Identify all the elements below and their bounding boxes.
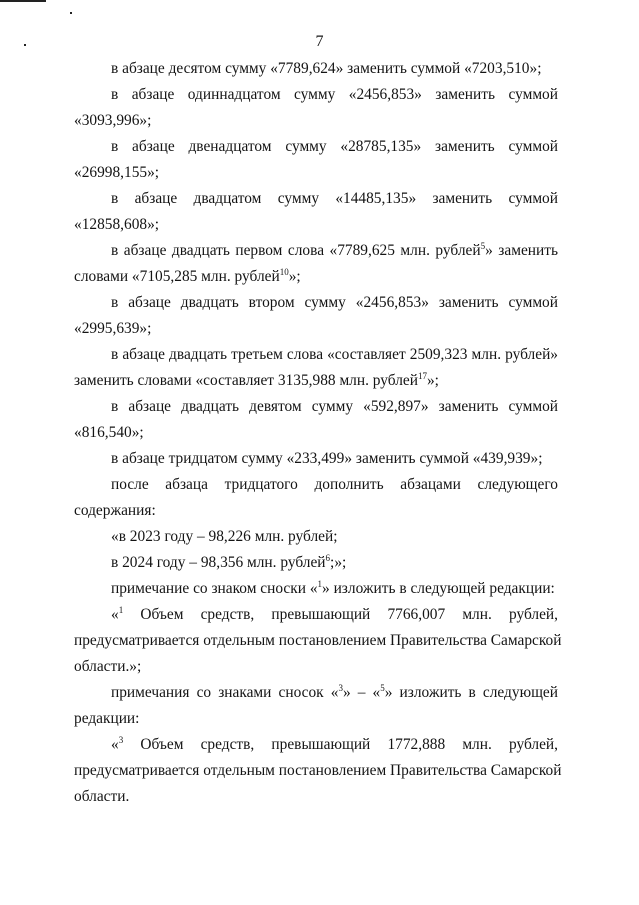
text-line — [74, 212, 558, 238]
text-line — [74, 706, 558, 732]
paragraph — [74, 56, 558, 82]
text-line — [74, 186, 558, 212]
text-line — [74, 108, 558, 134]
footnote-mark: 5 — [380, 683, 385, 693]
text-line — [74, 316, 558, 342]
paragraph — [74, 524, 558, 550]
text-run: предусматривается отдельным постановлением Правительства Самарской — [74, 762, 562, 779]
footnote-mark: 10 — [279, 267, 289, 277]
text-run: «в 2023 году – 98,226 млн. рублей; — [111, 528, 338, 545]
text-line — [74, 550, 558, 576]
text-run: в абзаце двадцатом сумму «14485,135» заменить суммой — [111, 190, 558, 207]
scan-artifact-top-left — [0, 0, 46, 2]
text-line — [74, 446, 558, 472]
text-line — [74, 82, 558, 108]
paragraph — [74, 342, 558, 394]
text-run: в абзаце двадцать первом слова «7789,625 млн. рублей — [111, 242, 481, 259]
paragraph — [74, 576, 558, 602]
text-line — [74, 732, 558, 758]
text-run: заменить словами «составляет 3135,988 млн. рублей — [74, 372, 418, 389]
paragraph — [74, 472, 558, 524]
text-line — [74, 394, 558, 420]
footnote-mark: 3 — [338, 683, 343, 693]
text-run: «3093,996»; — [74, 112, 152, 129]
footnote-mark: 1 — [317, 579, 323, 589]
footnote-mark: 1 — [118, 605, 124, 615]
text-run: » – « — [342, 684, 381, 701]
text-run: Объем средств, превышающий 7766,007 млн. рублей, — [123, 606, 558, 623]
paragraph — [74, 290, 558, 342]
paragraph — [74, 186, 558, 238]
footnote-mark: 5 — [480, 241, 486, 251]
text-run: в 2024 году – 98,356 млн. рублей — [111, 554, 326, 571]
text-run: в абзаце двенадцатом сумму «28785,135» заменить суммой — [111, 138, 558, 155]
text-run: в абзаце двадцать девятом сумму «592,897» заменить суммой — [111, 398, 558, 415]
text-run: редакции: — [74, 710, 140, 727]
paragraph — [74, 602, 562, 680]
text-line — [74, 368, 558, 394]
text-run: предусматривается отдельным постановлением Правительства Самарской — [74, 632, 562, 649]
paragraph — [74, 394, 558, 446]
text-run: «816,540»; — [74, 424, 144, 441]
text-run: в абзаце одиннадцатом сумму «2456,853» заменить суммой — [111, 86, 558, 103]
text-line — [74, 524, 558, 550]
text-line — [74, 784, 558, 810]
text-run: примечание со знаком сноски « — [111, 580, 318, 597]
text-line — [74, 680, 558, 706]
text-run: «2995,639»; — [74, 320, 152, 337]
text-line — [74, 134, 558, 160]
document-body — [74, 56, 562, 810]
paragraph — [74, 134, 558, 186]
paragraph — [74, 446, 558, 472]
text-run: ;»; — [330, 554, 347, 571]
text-line — [74, 342, 558, 368]
text-line — [74, 576, 558, 602]
paragraph — [74, 238, 558, 290]
text-run: » изложить в следующей редакции: — [322, 580, 555, 597]
text-run: содержания: — [74, 502, 156, 519]
text-run: словами «7105,285 млн. рублей — [74, 268, 280, 285]
text-line — [74, 264, 558, 290]
text-line — [74, 472, 558, 498]
text-line — [74, 602, 558, 628]
text-line — [74, 498, 558, 524]
text-run: области. — [74, 788, 130, 805]
text-line — [74, 160, 558, 186]
paragraph — [74, 680, 558, 732]
text-line — [74, 628, 562, 654]
text-run: «26998,155»; — [74, 164, 160, 181]
footnote-mark: 3 — [118, 735, 124, 745]
text-run: примечания со знаками сносок « — [111, 684, 339, 701]
footnote-mark: 17 — [417, 371, 427, 381]
text-run: «12858,608»; — [74, 216, 160, 233]
text-run: » изложить в следующей — [384, 684, 558, 701]
text-run: » заменить — [485, 242, 558, 259]
page-number: 7 — [315, 33, 324, 50]
text-run: области.»; — [74, 658, 142, 675]
paragraph — [74, 82, 558, 134]
text-run: Объем средств, превышающий 1772,888 млн. рублей, — [123, 736, 558, 753]
footnote-mark: 6 — [325, 553, 331, 563]
text-run: в абзаце тридцатом сумму «233,499» заменить суммой «439,939»; — [111, 450, 543, 467]
text-line — [74, 56, 558, 82]
text-run: »; — [426, 372, 439, 389]
text-run: в абзаце двадцать втором сумму «2456,853» заменить суммой — [111, 294, 558, 311]
paragraph — [74, 550, 558, 576]
text-run: « — [111, 606, 119, 623]
text-line — [74, 238, 558, 264]
text-line — [74, 420, 558, 446]
text-run: « — [111, 736, 119, 753]
paragraph — [74, 732, 562, 810]
text-run: после абзаца тридцатого дополнить абзацами следующего — [111, 476, 558, 493]
text-run: »; — [288, 268, 301, 285]
text-line — [74, 654, 558, 680]
text-line — [74, 290, 558, 316]
text-run: в абзаце двадцать третьем слова «составляет 2509,323 млн. рублей» — [111, 346, 558, 363]
text-run: в абзаце десятом сумму «7789,624» заменить суммой «7203,510»; — [111, 60, 542, 77]
text-line — [74, 758, 562, 784]
scan-artifact-dot — [70, 12, 72, 14]
